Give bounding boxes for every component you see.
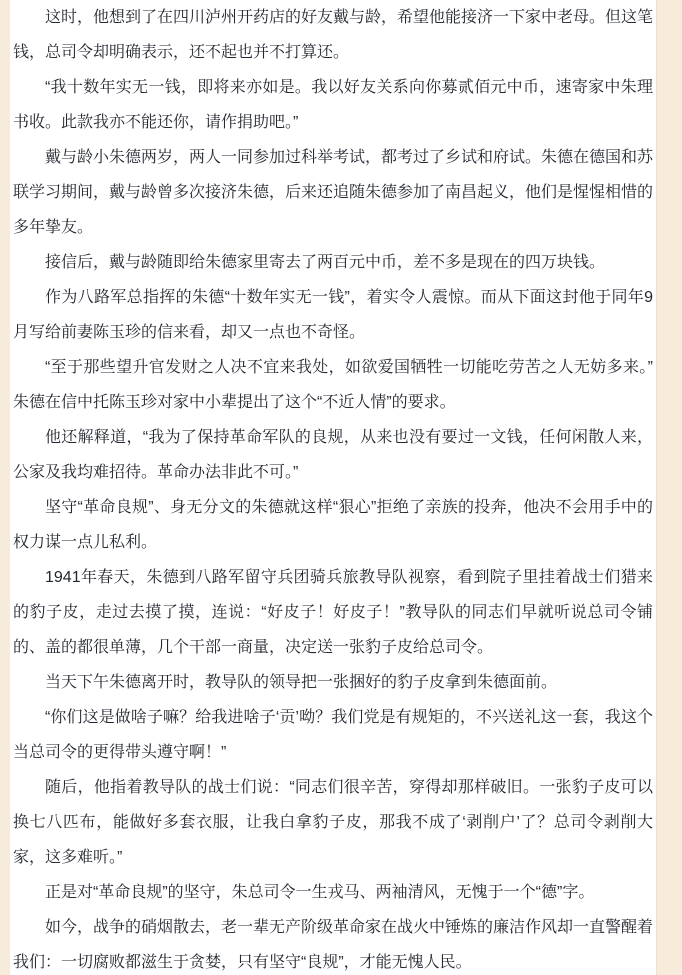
paragraph: 这时，他想到了在四川泸州开药店的好友戴与龄，希望他能接济一下家中老母。但这笔钱，总司令却明确表示，还不起也并不打算还。: [13, 9, 654, 61]
paragraph: 如今，战争的硝烟散去，老一辈无产阶级革命家在战火中锤炼的廉洁作风却一直警醒着我们：一切腐败都滋生于贪婪，只有坚守“良规”，才能无愧人民。: [13, 919, 654, 971]
paragraph: 他还解释道，“我为了保持革命军队的良规，从来也没有要过一文钱，任何闲散人来，公家及我均难招待。革命办法非此不可。”: [13, 429, 653, 481]
paragraph: 接信后，戴与龄随即给朱德家里寄去了两百元中币，差不多是现在的四万块钱。: [45, 254, 606, 271]
paragraph: 坚守“革命良规”、身无分文的朱德就这样“狠心”拒绝了亲族的投奔，他决不会用手中的权力谋一点儿私利。: [13, 499, 653, 551]
right-margin-strip: [656, 0, 682, 975]
paragraph: 当天下午朱德离开时，教导队的领导把一张捆好的豹子皮拿到朱德面前。: [45, 674, 558, 691]
paragraph: “你们这是做啥子嘛？给我进啥子‘贡’呦？我们党是有规矩的，不兴送礼这一套，我这个当总司令的更得带头遵守啊！”: [13, 709, 653, 761]
paragraph: 正是对“革命良规”的坚守，朱总司令一生戎马、两袖清风，无愧于一个“德”字。: [45, 884, 595, 901]
paragraph: 作为八路军总指挥的朱德“十数年实无一钱”，着实令人震惊。而从下面这封他于同年9月写给前妻陈玉珍的信来看，却又一点也不奇怪。: [13, 289, 653, 341]
paragraph: “至于那些望升官发财之人决不宜来我处，如欲爱国牺牲一切能吃劳苦之人无妨多来。”朱德在信中托陈玉珍对家中小辈提出了这个“不近人情”的要求。: [13, 359, 653, 411]
paragraph: 1941年春天，朱德到八路军留守兵团骑兵旅教导队视察，看到院子里挂着战士们猎来的豹子皮，走过去摸了摸，连说：“好皮子！好皮子！”教导队的同志们早就听说总司令铺的、盖的都很单薄，几个干部一商量，决定送一张豹子皮给总司令。: [13, 569, 653, 656]
paragraph: “我十数年实无一钱，即将来亦如是。我以好友关系向你募贰佰元中币，速寄家中朱理书收。此款我亦不能还你，请作捐助吧。”: [13, 79, 653, 131]
article-content: [13, 0, 653, 975]
left-margin-strip: [0, 0, 10, 975]
paragraph: 随后，他指着教导队的战士们说：“同志们很辛苦，穿得却那样破旧。一张豹子皮可以换七八匹布，能做好多套衣服，让我白拿豹子皮，那我不成了‘剥削户’了？总司令剥削大家，这多难听。”: [13, 779, 653, 866]
paragraph: 戴与龄小朱德两岁，两人一同参加过科举考试，都考过了乡试和府试。朱德在德国和苏联学习期间，戴与龄曾多次接济朱德，后来还追随朱德参加了南昌起义，他们是惺惺相惜的多年挚友。: [13, 149, 654, 236]
